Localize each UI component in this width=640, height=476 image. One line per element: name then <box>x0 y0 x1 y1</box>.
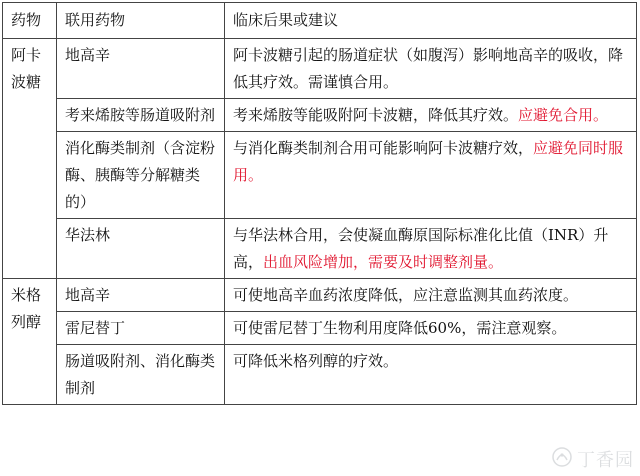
table-row <box>3 39 637 99</box>
drug-name-cell: 米格列醇 <box>3 279 57 405</box>
drug-name-cell: 阿卡波糖 <box>3 39 57 279</box>
drug-interaction-table <box>2 2 637 405</box>
table-row <box>3 132 637 219</box>
outcome-text: 可使雷尼替丁生物利用度降低60%，需注意观察。 <box>233 319 567 337</box>
combined-drug-cell: 地高辛 <box>57 39 225 99</box>
outcome-text: 可降低米格列醇的疗效。 <box>233 352 399 370</box>
outcome-cell <box>225 219 637 279</box>
header-drug: 药物 <box>3 3 57 39</box>
combined-drug-cell: 地高辛 <box>57 279 225 312</box>
table-row <box>3 345 637 405</box>
watermark-text: 丁香园 <box>577 450 634 471</box>
outcome-warning: 出血风险增加，需要及时调整剂量。 <box>263 253 504 271</box>
outcome-text: 阿卡波糖引起的肠道症状（如腹泻）影响地高辛的吸收，降低其疗效。需谨慎合用。 <box>233 46 624 91</box>
combined-drug-cell: 肠道吸附剂、消化酶类制剂 <box>57 345 225 405</box>
outcome-warning: 应避免合用。 <box>518 106 609 124</box>
table-row <box>3 312 637 345</box>
dxy-logo-icon <box>551 446 573 472</box>
outcome-cell <box>225 39 637 99</box>
outcome-cell <box>225 279 637 312</box>
outcome-text: 考来烯胺等能吸附阿卡波糖，降低其疗效。 <box>233 106 519 124</box>
outcome-cell <box>225 312 637 345</box>
table-row <box>3 279 637 312</box>
header-clinical-outcome: 临床后果或建议 <box>225 3 637 39</box>
outcome-text: 可使地高辛血药浓度降低，应注意监测其血药浓度。 <box>233 286 579 304</box>
combined-drug-cell: 华法林 <box>57 219 225 279</box>
outcome-cell <box>225 132 637 219</box>
table-row <box>3 219 637 279</box>
outcome-text: 与消化酶类制剂合用可能影响阿卡波糖疗效， <box>233 139 534 157</box>
outcome-warning: 应避免同时服用。 <box>233 139 624 184</box>
table-row <box>3 99 637 132</box>
header-combined-drug: 联用药物 <box>57 3 225 39</box>
combined-drug-cell: 消化酶类制剂（含淀粉酶、胰酶等分解糖类的） <box>57 132 225 219</box>
outcome-cell <box>225 99 637 132</box>
outcome-cell <box>225 345 637 405</box>
combined-drug-cell: 雷尼替丁 <box>57 312 225 345</box>
watermark <box>551 446 634 472</box>
header-row <box>3 3 637 39</box>
combined-drug-cell: 考来烯胺等肠道吸附剂 <box>57 99 225 132</box>
outcome-text: 与华法林合用，会使凝血酶原国际标准化比值（INR）升高， <box>233 226 609 271</box>
